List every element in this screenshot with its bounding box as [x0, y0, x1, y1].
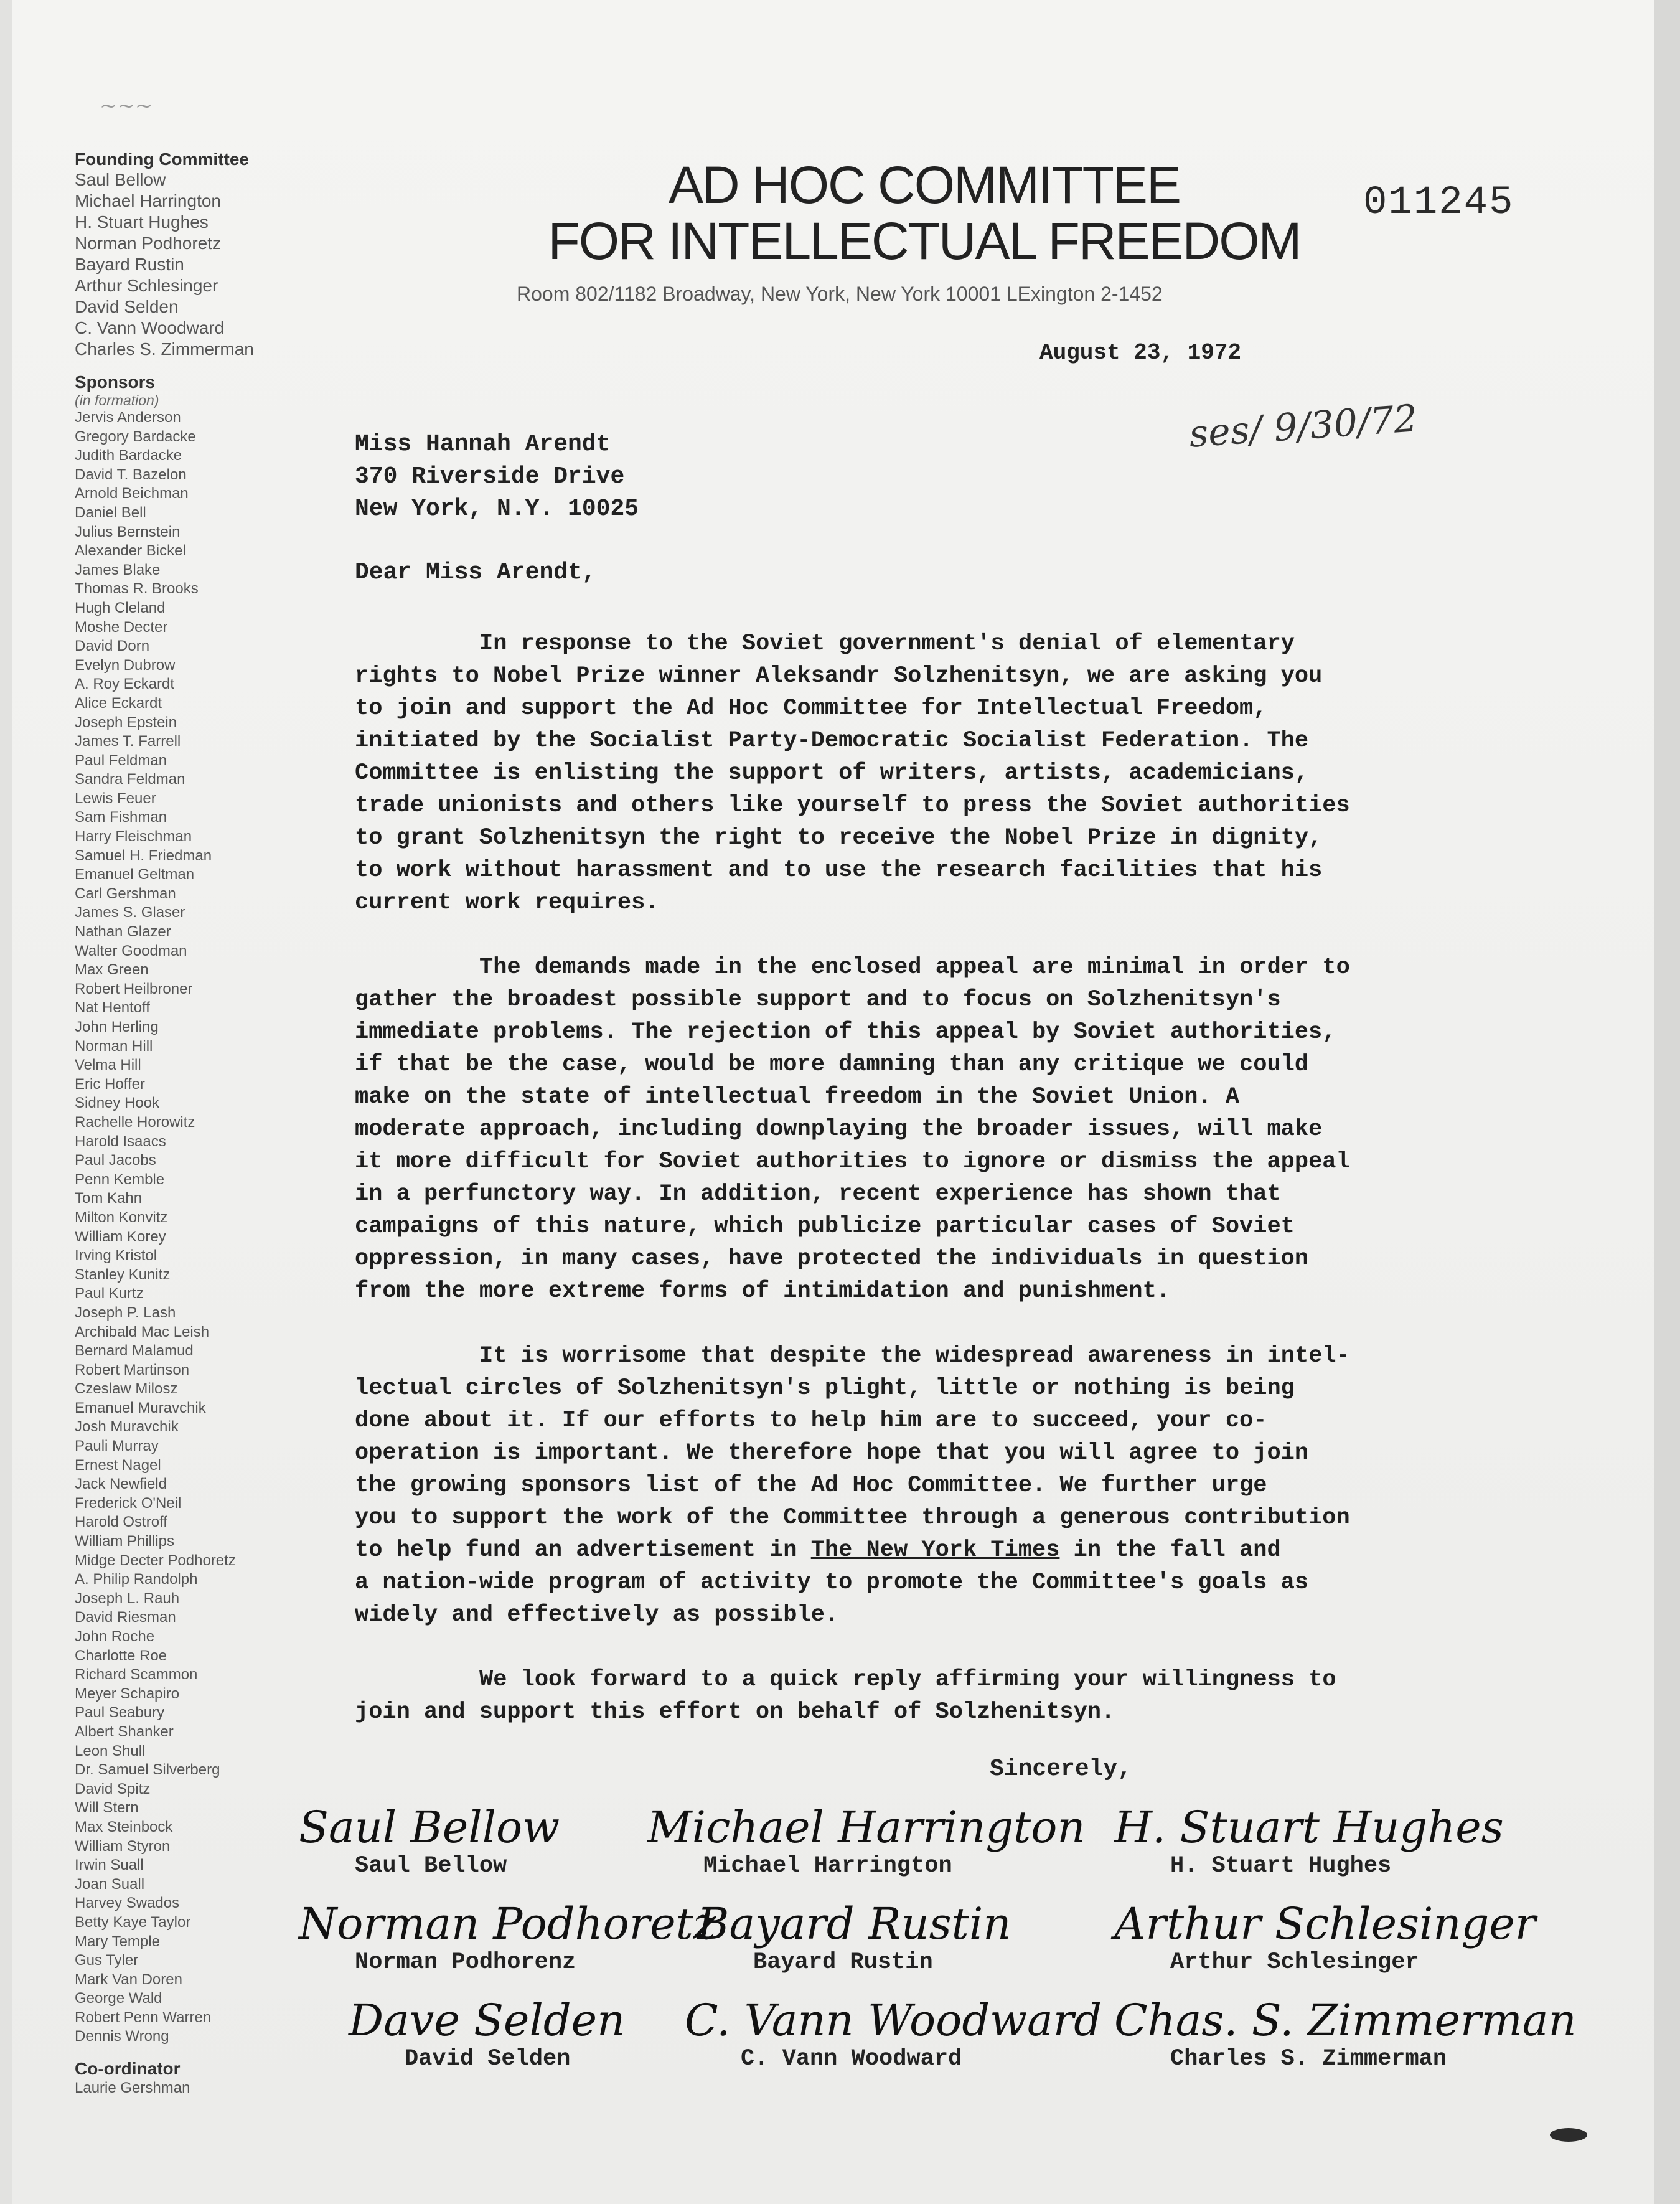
signatory-name: David Selden [405, 2046, 571, 2072]
sponsor-name: Penn Kemble [75, 1170, 165, 1188]
sponsor-name: Rachelle Horowitz [75, 1113, 195, 1131]
text-line: immediate problems. The rejection of this appeal by Soviet authorities, [355, 1019, 1336, 1045]
text-line: join and support this effort on behalf of Solzhenitsyn. [355, 1699, 1115, 1725]
signature [685, 1995, 1102, 2073]
sponsor-name: Paul Jacobs [75, 1152, 156, 1169]
newspaper-title: The New York Times [810, 1537, 1060, 1563]
sponsor-name: Ernest Nagel [75, 1456, 161, 1474]
sponsor-name: Sandra Feldman [75, 771, 185, 788]
text-line: to work without harassment and to use the research facilities that his [355, 857, 1323, 883]
text-line: gather the broadest possible support and to focus on Solzhenitsyn's [355, 987, 1281, 1013]
letter-date: August 23, 1972 [1039, 340, 1242, 365]
founding-member: C. Vann Woodward [75, 318, 225, 337]
sponsors-heading: Sponsors [75, 372, 156, 392]
handwritten-signature: Bayard Rustin [697, 1898, 1011, 1949]
sponsor-name: William Phillips [75, 1533, 175, 1550]
sponsor-name: Emanuel Muravchik [75, 1399, 206, 1416]
sponsor-name: Betty Kaye Taylor [75, 1913, 191, 1931]
paragraph-2 [355, 951, 1513, 1307]
sponsor-name: Evelyn Dubrow [75, 656, 176, 674]
corner-mark [1550, 2128, 1587, 2142]
text-line: moderate approach, including downplaying the broader issues, will make [355, 1116, 1323, 1142]
signatory-name: Michael Harrington [703, 1853, 952, 1879]
signature [1114, 1995, 1577, 2073]
text-line: trade unionists and others like yourself to press the Soviet authorities [355, 793, 1350, 819]
founding-member: Saul Bellow [75, 170, 166, 189]
paragraph-1 [355, 628, 1513, 919]
sponsor-name: Joseph Epstein [75, 713, 177, 731]
sponsor-name: James Blake [75, 561, 161, 578]
text-line: operation is important. We therefore hope that you will agree to join [355, 1440, 1309, 1466]
sponsor-name: Norman Hill [75, 1037, 153, 1055]
sponsor-name: Irving Kristol [75, 1247, 157, 1264]
letterhead-title-line1: AD HOC COMMITTEE [669, 156, 1180, 214]
page-left-edge [0, 0, 12, 2204]
sponsor-name: Harold Isaacs [75, 1133, 166, 1150]
signature [299, 1802, 685, 1880]
signature [299, 1898, 716, 1976]
sponsor-name: Moshe Decter [75, 618, 168, 636]
sponsor-name: James T. Farrell [75, 733, 181, 750]
sponsor-name: Lewis Feuer [75, 789, 156, 807]
sponsor-name: Gregory Bardacke [75, 428, 196, 445]
text-line: if that be the case, would be more damning than any critique we could [355, 1052, 1309, 1078]
paragraph-3-line-7: to help fund an advertisement in The New York Times in the fall and [355, 1537, 1281, 1563]
sponsor-name: Harry Fleischman [75, 828, 192, 845]
signatory-name: C. Vann Woodward [741, 2046, 962, 2072]
text-line: campaigns of this nature, which publicize particular cases of Soviet [355, 1213, 1295, 1240]
sponsor-name: Gus Tyler [75, 1952, 139, 1969]
sponsor-name: Leon Shull [75, 1742, 146, 1759]
sponsor-name: Czeslaw Milosz [75, 1380, 178, 1398]
recipient-line: 370 Riverside Drive [355, 463, 625, 490]
founding-member: Bayard Rustin [75, 255, 184, 274]
handwritten-signature: Dave Selden [349, 1995, 626, 2046]
sponsor-name: Hugh Cleland [75, 599, 166, 616]
signatory-name: Charles S. Zimmerman [1170, 2046, 1447, 2072]
sponsor-name: Harold Ostroff [75, 1514, 167, 1531]
sponsor-name: Nathan Glazer [75, 923, 171, 941]
founding-member: David Selden [75, 297, 179, 316]
sponsor-name: David Dorn [75, 638, 150, 655]
sponsor-name: Albert Shanker [75, 1723, 174, 1740]
founding-committee-heading: Founding Committee [75, 149, 249, 169]
sponsor-name: Julius Bernstein [75, 523, 181, 540]
sponsor-name: Richard Scammon [75, 1666, 198, 1684]
sponsor-name: Robert Heilbroner [75, 980, 193, 997]
text-line: to join and support the Ad Hoc Committee for Intellectual Freedom, [355, 695, 1267, 722]
corner-scribble: ~~~ [100, 93, 153, 118]
sponsor-name: Dennis Wrong [75, 2028, 169, 2045]
sponsor-name: Jack Newfield [75, 1476, 167, 1493]
text-line: We look forward to a quick reply affirming your willingness to [479, 1667, 1336, 1693]
sidebar [75, 149, 311, 2098]
text-line: you to support the work of the Committee through a generous contribution [355, 1505, 1350, 1531]
text-line: The demands made in the enclosed appeal are minimal in order to [479, 954, 1350, 981]
sponsor-name: Harvey Swados [75, 1895, 180, 1912]
sponsor-name: Bernard Malamud [75, 1342, 194, 1360]
text-line: initiated by the Socialist Party-Democratic Socialist Federation. The [355, 728, 1309, 754]
signatory-name: Saul Bellow [355, 1853, 507, 1879]
founding-member: Michael Harrington [75, 191, 221, 210]
sponsor-name: Velma Hill [75, 1057, 141, 1074]
text-line: current work requires. [355, 890, 659, 916]
sponsor-name: Robert Penn Warren [75, 2009, 212, 2026]
handwritten-signature: Saul Bellow [299, 1802, 560, 1853]
text-line: in a perfunctory way. In addition, recent experience has shown that [355, 1181, 1281, 1207]
signature [697, 1899, 1083, 1976]
handwritten-notation: ses/ 9/30/72 [1188, 397, 1419, 456]
sponsor-name: William Styron [75, 1837, 171, 1855]
sponsors-note: (in formation) [75, 392, 159, 408]
sponsor-name: Eric Hoffer [75, 1075, 145, 1093]
sponsors-list [75, 408, 311, 2046]
document-number: 011245 [1363, 181, 1514, 225]
text-line: to grant Solzhenitsyn the right to receive the Nobel Prize in dignity, [355, 825, 1323, 851]
sponsor-name: A. Roy Eckardt [75, 676, 175, 693]
signature [1114, 1898, 1536, 1976]
page-right-edge [1654, 0, 1680, 2204]
coordinator-heading: Co-ordinator [75, 2059, 181, 2079]
signatory-name: Bayard Rustin [753, 1949, 933, 1976]
sponsor-name: David Riesman [75, 1609, 176, 1626]
text-line: In response to the Soviet government's denial of elementary [479, 631, 1295, 657]
sponsor-name: Robert Martinson [75, 1361, 190, 1378]
sponsor-name: Josh Muravchik [75, 1418, 179, 1436]
coordinator-list [75, 2079, 311, 2098]
handwritten-signature: C. Vann Woodward [685, 1995, 1102, 2046]
text-line: It is worrisome that despite the widespread awareness in intel- [479, 1343, 1350, 1369]
sponsor-name: Frederick O'Neil [75, 1494, 182, 1512]
sponsor-name: Paul Seabury [75, 1704, 165, 1721]
sponsor-name: John Roche [75, 1628, 155, 1645]
sponsor-name: Charlotte Roe [75, 1647, 167, 1664]
sponsor-name: Mary Temple [75, 1933, 160, 1950]
paragraph-4 [355, 1664, 1513, 1728]
sponsor-name: Joan Suall [75, 1875, 145, 1893]
sponsor-name: Walter Goodman [75, 942, 187, 959]
sponsor-name: Irwin Suall [75, 1857, 144, 1874]
handwritten-signature: H. Stuart Hughes [1114, 1802, 1504, 1853]
sponsor-name: Pauli Murray [75, 1438, 159, 1455]
sponsor-name: Paul Kurtz [75, 1285, 144, 1302]
sponsor-name: A. Philip Randolph [75, 1571, 198, 1588]
signature [1114, 1802, 1504, 1880]
text-line: Committee is enlisting the support of writers, artists, academicians, [355, 760, 1309, 786]
sponsor-name: Mark Van Doren [75, 1971, 182, 1988]
coordinator-name: Laurie Gershman [75, 2079, 190, 2097]
sponsor-name: Sam Fishman [75, 809, 167, 826]
sponsor-name: Daniel Bell [75, 504, 146, 521]
text-line: rights to Nobel Prize winner Aleksandr Solzhenitsyn, we are asking you [355, 663, 1323, 689]
handwritten-signature: Michael Harrington [647, 1802, 1086, 1853]
sponsor-name: James S. Glaser [75, 904, 185, 921]
text-line: make on the state of intellectual freedom in the Soviet Union. A [355, 1084, 1240, 1110]
founding-member: Arthur Schlesinger [75, 276, 218, 295]
recipient-address [355, 428, 639, 525]
sponsor-name: David T. Bazelon [75, 466, 187, 483]
sponsor-name: Joseph L. Rauh [75, 1589, 180, 1607]
text-line: lectual circles of Solzhenitsyn's plight, little or nothing is being [355, 1375, 1295, 1401]
salutation: Dear Miss Arendt, [355, 559, 596, 586]
sponsor-name: Meyer Schapiro [75, 1685, 180, 1702]
sponsor-name: Joseph P. Lash [75, 1304, 176, 1321]
sponsor-name: Midge Decter Podhoretz [75, 1552, 236, 1569]
letterhead-address: Room 802/1182 Broadway, New York, New York 10001 LExington 2-1452 [517, 283, 1163, 305]
founding-member: Norman Podhoretz [75, 233, 222, 253]
sponsor-name: Max Green [75, 961, 149, 979]
sponsor-name: Nat Hentoff [75, 999, 150, 1017]
sponsor-name: Dr. Samuel Silverberg [75, 1761, 220, 1779]
sponsor-name: Stanley Kunitz [75, 1266, 171, 1283]
sponsor-name: Arnold Beichman [75, 485, 189, 502]
founding-member: Charles S. Zimmerman [75, 339, 254, 359]
closing: Sincerely, [990, 1756, 1132, 1783]
sponsor-name: Tom Kahn [75, 1190, 143, 1207]
letterhead-title [510, 157, 1338, 269]
text-line: done about it. If our efforts to help him are to succeed, your co- [355, 1408, 1267, 1434]
handwritten-signature: Chas. S. Zimmerman [1114, 1995, 1577, 2046]
sponsor-name: Samuel H. Friedman [75, 847, 212, 864]
sponsor-name: Milton Konvitz [75, 1208, 168, 1226]
sponsor-name: Sidney Hook [75, 1095, 160, 1112]
founding-committee-list [75, 169, 311, 360]
handwritten-signature: Arthur Schlesinger [1114, 1898, 1536, 1949]
signature [647, 1802, 1086, 1880]
handwritten-signature: Norman Podhoretz [299, 1898, 716, 1949]
signatory-name: Norman Podhorenz [355, 1949, 576, 1976]
text-line: a nation-wide program of activity to promote the Committee's goals as [355, 1570, 1309, 1596]
letter-body [355, 628, 1513, 1728]
text-line: from the more extreme forms of intimidation and punishment. [355, 1278, 1171, 1304]
sponsor-name: Will Stern [75, 1799, 139, 1817]
sponsor-name: George Wald [75, 1990, 162, 2007]
text-line: the growing sponsors list of the Ad Hoc Committee. We further urge [355, 1472, 1267, 1499]
sponsor-name: Emanuel Geltman [75, 866, 195, 883]
sponsor-name: Thomas R. Brooks [75, 580, 199, 598]
letterhead-title-line2: FOR INTELLECTUAL FREEDOM [548, 212, 1301, 270]
sponsor-name: David Spitz [75, 1780, 151, 1797]
sponsor-name: Alexander Bickel [75, 542, 186, 560]
signatory-name: Arthur Schlesinger [1170, 1949, 1419, 1976]
sponsor-name: Jervis Anderson [75, 409, 181, 426]
sponsor-name: John Herling [75, 1019, 159, 1035]
paragraph-3 [355, 1340, 1513, 1631]
recipient-line: New York, N.Y. 10025 [355, 496, 639, 522]
founding-member: H. Stuart Hughes [75, 212, 209, 232]
sponsor-name: Carl Gershman [75, 885, 176, 902]
sponsor-name: Max Steinbock [75, 1818, 173, 1835]
sponsor-name: Archibald Mac Leish [75, 1323, 210, 1340]
sponsor-name: Paul Feldman [75, 751, 167, 769]
text-line: widely and effectively as possible. [355, 1602, 839, 1628]
text-line: it more difficult for Soviet authorities to ignore or dismiss the appeal [355, 1149, 1350, 1175]
recipient-line: Miss Hannah Arendt [355, 431, 611, 458]
sponsor-name: Judith Bardacke [75, 447, 182, 464]
signature [349, 1995, 734, 2073]
sponsor-name: William Korey [75, 1228, 166, 1245]
signatory-name: H. Stuart Hughes [1170, 1853, 1392, 1879]
sponsor-name: Alice Eckardt [75, 694, 162, 712]
text-line: oppression, in many cases, have protected the individuals in question [355, 1246, 1309, 1272]
